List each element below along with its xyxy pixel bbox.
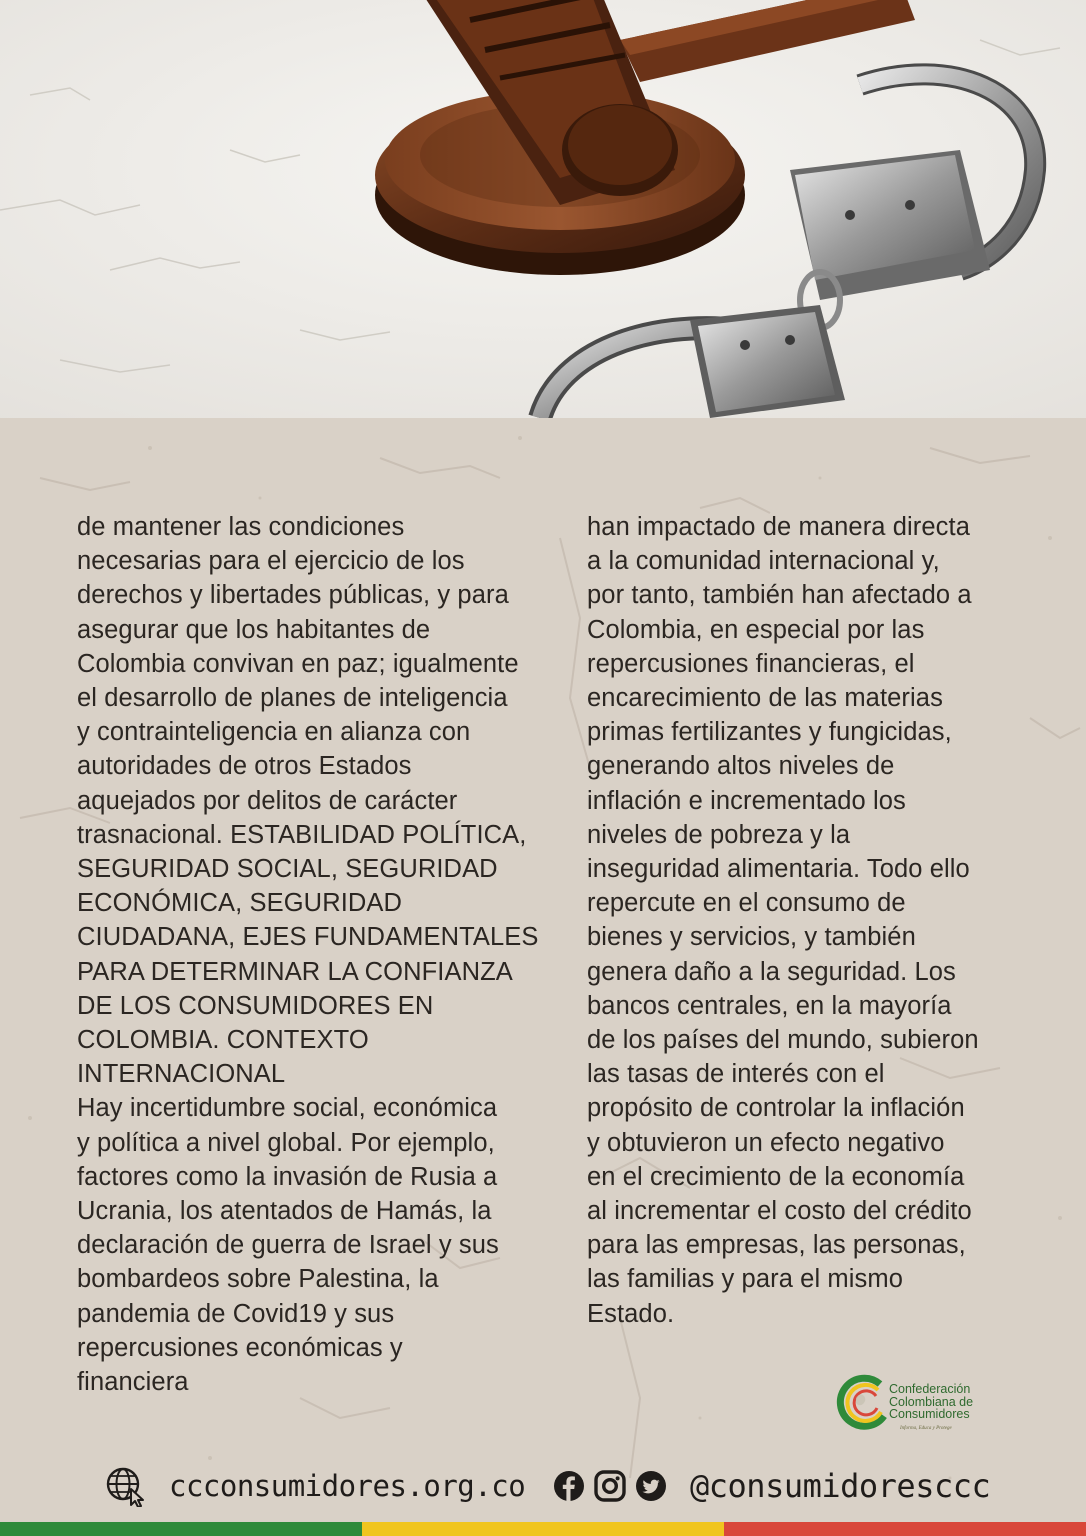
text-column-right	[587, 510, 1027, 1331]
hero-photo	[0, 0, 1086, 418]
stripe-green	[0, 1522, 362, 1536]
website-url[interactable]: ccconsumidores.org.co	[169, 1469, 526, 1503]
twitter-icon[interactable]	[635, 1470, 667, 1502]
facebook-icon[interactable]	[553, 1470, 585, 1502]
logo-line-1: Confederación	[889, 1382, 971, 1396]
footer-social	[553, 1458, 990, 1514]
stripe-yellow	[362, 1522, 724, 1536]
logo-emblem-icon	[834, 1372, 890, 1432]
stripe-red	[724, 1522, 1086, 1536]
logo-text	[889, 1383, 973, 1421]
social-handle[interactable]: @consumidoresccc	[690, 1467, 991, 1505]
text-column-left	[77, 510, 557, 1399]
body-text-right: han impactado de manera directa a la comunidad internacional y, por tanto, también han afectado a Colombia, en especial por las repercusiones financieras, el encarecimiento de las materias primas fertilizantes y fungicidas, generando altos niveles de inflación e incrementado los niveles de pobreza y la inseguridad alimentaria. Todo ello repercute en el consumo de bienes y servicios, y también genera daño a la seguridad. Los bancos centrales, en la mayoría de los países del mundo, subieron las tasas de interés con el propósito de controlar la inflación y obtuvieron un efecto negativo en el crecimiento de la economía al incrementar el costo del crédito para las empresas, las personas, las familias y para el mismo Estado.	[587, 513, 979, 1328]
footer-website[interactable]	[104, 1458, 525, 1514]
logo-tagline: Informa, Educa y Protege	[900, 1426, 952, 1431]
logo-line-2: Colombiana de	[889, 1394, 974, 1409]
web-cursor-icon	[104, 1465, 146, 1507]
body-text-left: de mantener las condiciones necesarias para el ejercicio de los derechos y libertades públicas, y para asegurar que los habitantes de Colombia convivan en paz; igualmente el desarrollo de planes de inteligencia y contrainteligencia en alianza con autoridades de otros Estados aquejados por delitos de carácter trasnacional. ESTABILIDAD POLÍTICA, SEGURIDAD SOCIAL, SEGURIDAD ECONÓMICA, SEGURIDAD CIUDADANA, EJES FUNDAMENTALES PARA DETERMINAR LA CONFIANZA DE LOS CONSUMIDORES EN COLOMBIA. CONTEXTO INTERNACIONAL Hay incertidumbre social, económica y política a nivel global. Por ejemplo, factores como la invasión de Rusia a Ucrania, los atentados de Hamás, la declaración de guerra de Israel y sus bombardeos sobre Palestina, la pandemia de Covid19 y sus repercusiones económicas y financiera	[77, 513, 539, 1397]
logo-line-3: Consumidores	[889, 1407, 970, 1421]
instagram-icon[interactable]	[594, 1470, 626, 1502]
organization-logo	[834, 1372, 994, 1436]
